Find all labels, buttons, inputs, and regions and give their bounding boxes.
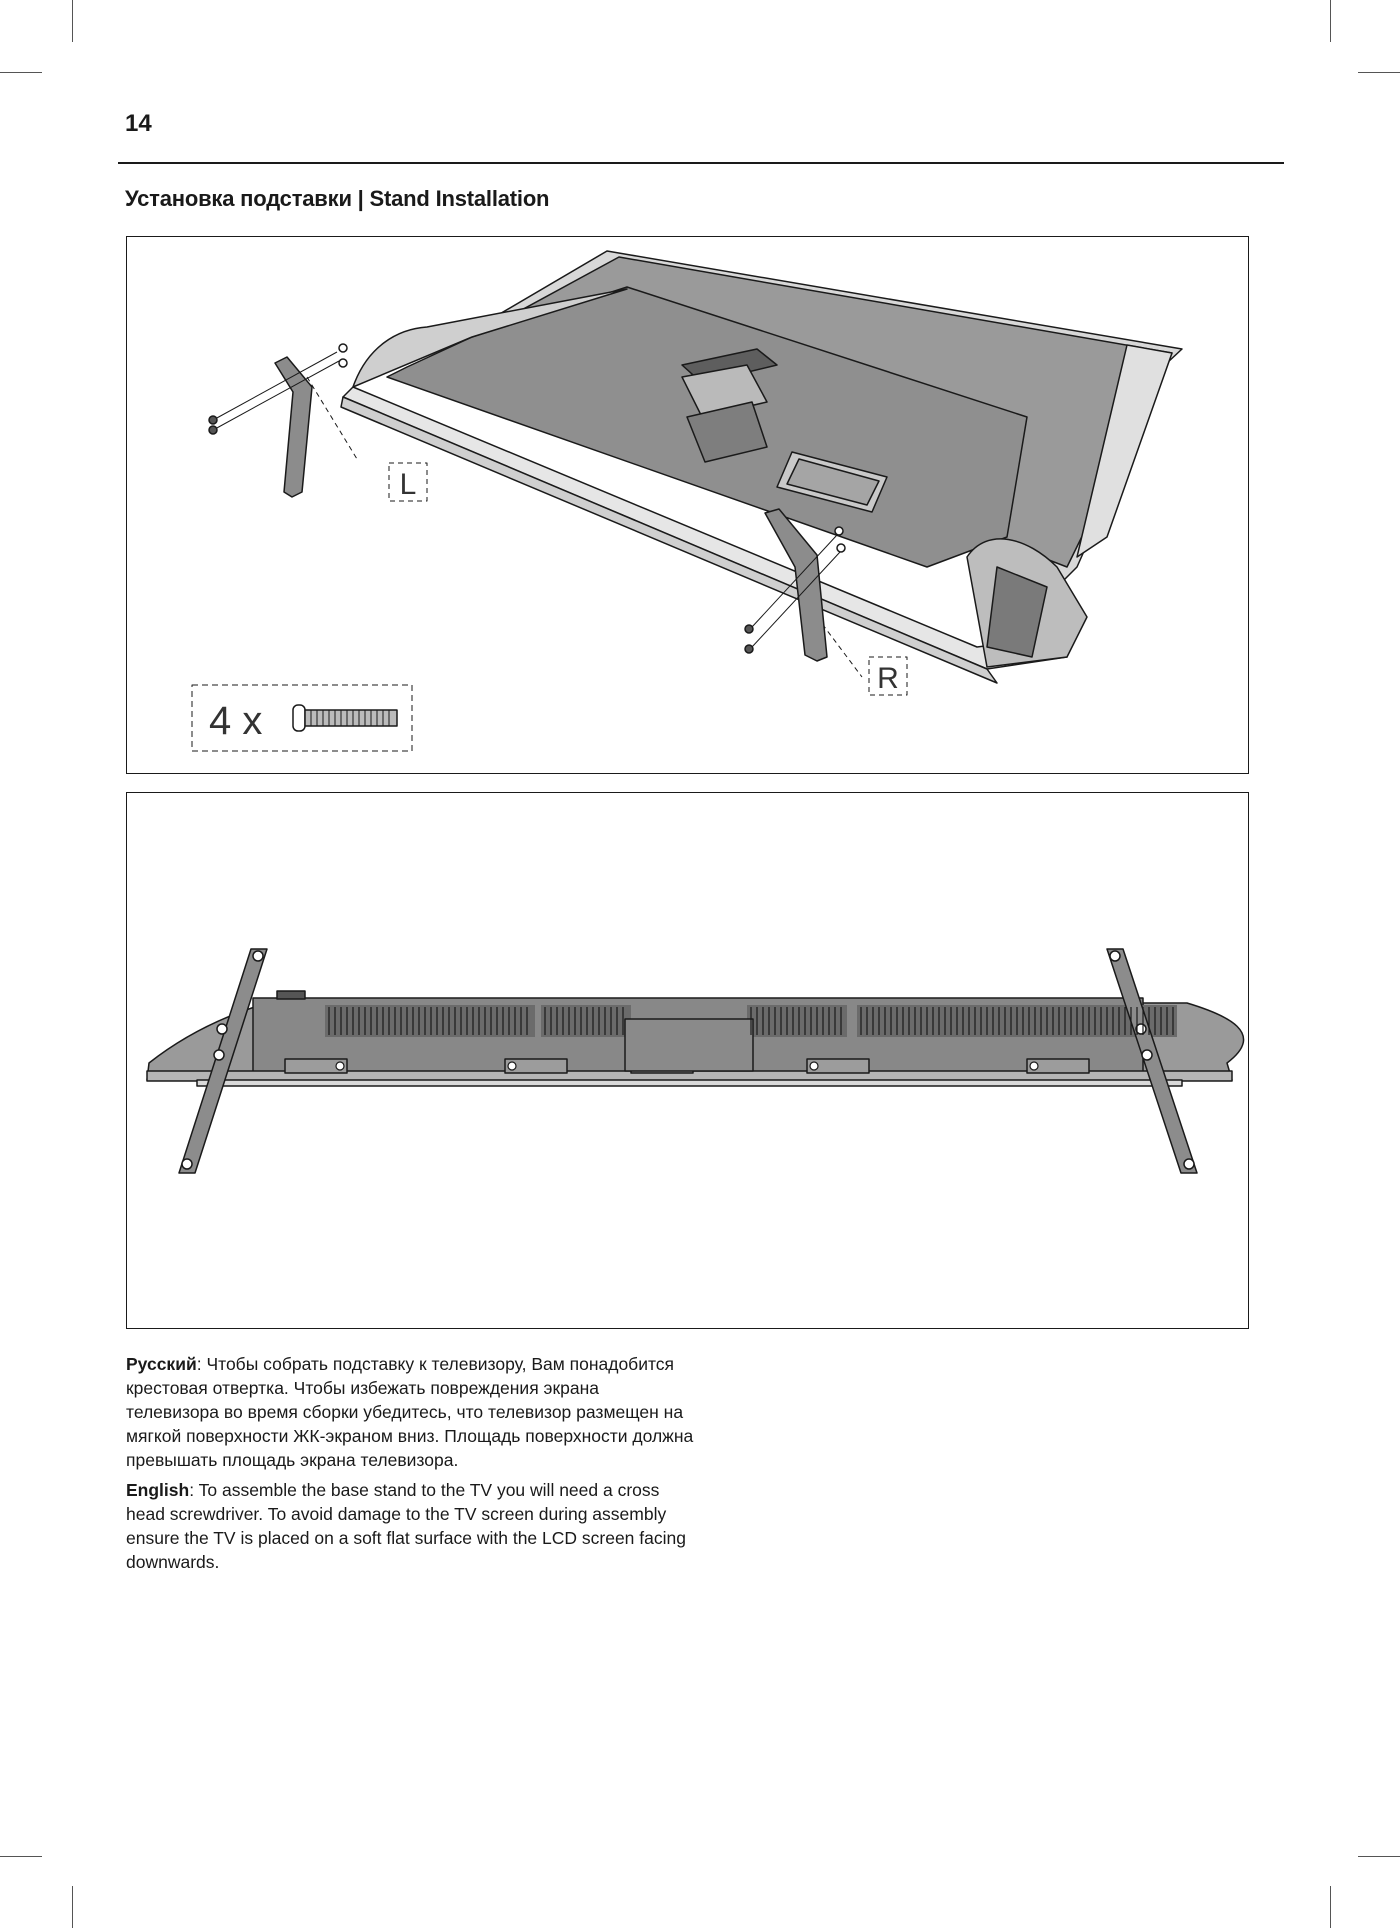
label-left-stand: L (399, 468, 417, 501)
crop-mark (72, 1886, 73, 1928)
figure-stand-side-view (126, 792, 1249, 1329)
figure-stand-attachment (126, 236, 1249, 774)
english-lang-label: English (126, 1480, 190, 1500)
screw-count-label: 4 x (209, 699, 263, 743)
page-title: Установка подставки | Stand Installation (125, 186, 550, 211)
russian-paragraph (126, 1352, 696, 1472)
crop-mark (1330, 0, 1331, 42)
russian-lang-label: Русский (126, 1354, 197, 1374)
instructions-text (126, 1352, 696, 1580)
crop-mark (1358, 1856, 1400, 1857)
page-number: 14 (125, 110, 152, 137)
crop-mark (1358, 72, 1400, 73)
label-right-stand: R (877, 662, 899, 695)
russian-separator: : (196, 1354, 202, 1374)
crop-mark (72, 0, 73, 42)
russian-body: Чтобы собрать подставку к телевизору, Вам понадобится крестовая отвертка. Чтобы избежать повреждения экрана телевизора во время сборки убедитесь, что телевизор размещен на мягкой поверхности ЖК-экраном вниз. Площадь поверхности должна превышать площадь экрана телевизора. (126, 1354, 694, 1470)
english-separator: : (189, 1480, 195, 1500)
english-body: To assemble the base stand to the TV you will need a cross head screwdriver. To avoid damage to the TV screen during assembly ensure the TV is placed on a soft flat surface with the LCD screen facing downwards. (126, 1480, 686, 1572)
tv-bottom-illustration (127, 793, 1250, 1330)
crop-mark (0, 1856, 42, 1857)
crop-mark (0, 72, 42, 73)
english-paragraph (126, 1478, 696, 1574)
tv-back-illustration (127, 237, 1250, 775)
header-rule (118, 162, 1284, 164)
crop-mark (1330, 1886, 1331, 1928)
